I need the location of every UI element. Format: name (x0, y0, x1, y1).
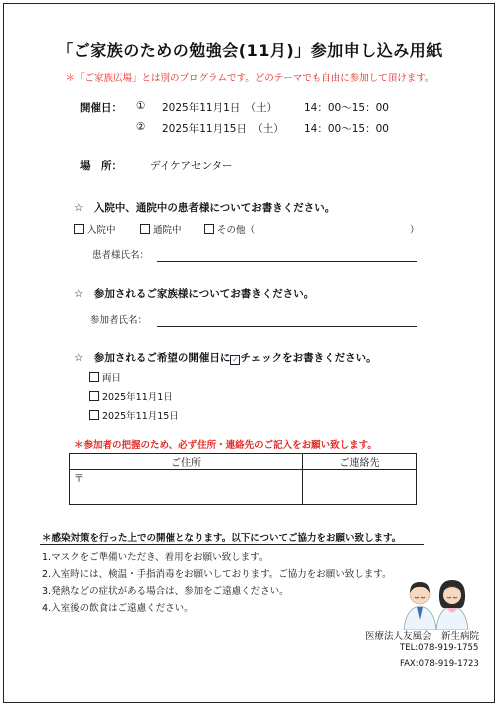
infection-item-2: 2.入室時には、検温・手指消毒をお願いしております。ご協力をお願い致します。 (42, 569, 392, 580)
schedule-time-2: 14：00～15：00 (304, 123, 389, 135)
fax: FAX:078-919-1723 (400, 659, 479, 669)
contact-table (69, 453, 417, 505)
organization-name: 医療法人友風会 新生病院 (365, 631, 480, 642)
infection-heading: ＊感染対策を行った上での開催となります。以下についてご協力をお願い致します。 (42, 533, 402, 544)
check-example-icon: ✓ (232, 355, 239, 364)
checkbox-other[interactable] (204, 224, 214, 234)
date-option-both[interactable]: 両日 (89, 370, 121, 384)
date-option-nov15[interactable]: 2025年11月15日 (89, 408, 179, 422)
participant-heading: ☆ 参加されるご家族様についてお書きください。 (74, 288, 315, 300)
patient-heading: ☆ 入院中、通院中の患者様についてお書きください。 (74, 202, 336, 214)
dates-heading: ☆ 参加されるご希望の開催日に ✓ チェックをお書きください。 (74, 352, 377, 364)
date-option-nov1[interactable]: 2025年11月1日 (89, 389, 173, 403)
patient-option-inpatient[interactable]: 入院中 (74, 222, 116, 236)
address-cell[interactable] (70, 470, 303, 505)
venue-label: 場 所： (80, 160, 122, 172)
schedule-date-1: 2025年11月1日 （土） (162, 102, 278, 114)
contact-header: ご連絡先 (303, 454, 417, 470)
schedule-num-1: ① (136, 100, 146, 112)
patient-option-other[interactable]: その他（ (204, 222, 255, 236)
venue-value: デイケアセンター (150, 160, 233, 172)
patient-name-field[interactable] (157, 261, 417, 262)
schedule-label: 開催日： (80, 102, 122, 114)
contact-note: ＊参加者の把握のため、必ず住所・連絡先のご記入をお願い致します。 (74, 440, 377, 451)
male-staff-figure (404, 582, 436, 630)
address-header: ご住所 (70, 454, 303, 470)
participant-name-field[interactable] (157, 326, 417, 327)
page-title: 「ご家族のための勉強会(11月)」参加申し込み用紙 (57, 41, 443, 60)
patient-option-outpatient[interactable]: 通院中 (140, 222, 182, 236)
checkbox-nov15[interactable] (89, 410, 99, 420)
schedule-date-2: 2025年11月15日 （土） (162, 123, 284, 135)
infection-item-1: 1.マスクをご準備いただき、着用をお願い致します。 (42, 552, 269, 563)
other-close-paren: ） (410, 225, 420, 236)
checkbox-inpatient[interactable] (74, 224, 84, 234)
contact-cell[interactable] (303, 470, 417, 505)
checkbox-both-days[interactable] (89, 372, 99, 382)
postal-mark: 〒 (74, 474, 84, 485)
telephone: TEL:078-919-1755 (400, 643, 479, 653)
schedule-time-1: 14：00～15：00 (304, 102, 389, 114)
infection-divider (40, 544, 424, 545)
female-staff-figure (436, 580, 468, 630)
checkbox-nov1[interactable] (89, 391, 99, 401)
checkbox-outpatient[interactable] (140, 224, 150, 234)
infection-item-4: 4.入室後の飲食はご遠慮ください。 (42, 603, 194, 614)
program-note: ＊「ご家族広場」とは別のプログラムです。どのテーマでも自由に参加して頂けます。 (65, 73, 435, 84)
infection-item-3: 3.発熱などの症状がある場合は、参加をご遠慮ください。 (42, 586, 289, 597)
staff-illustration (400, 574, 472, 630)
schedule-num-2: ② (136, 121, 146, 133)
patient-name-label: 患者様氏名： (92, 250, 150, 261)
participant-name-label: 参加者氏名： (90, 315, 148, 326)
